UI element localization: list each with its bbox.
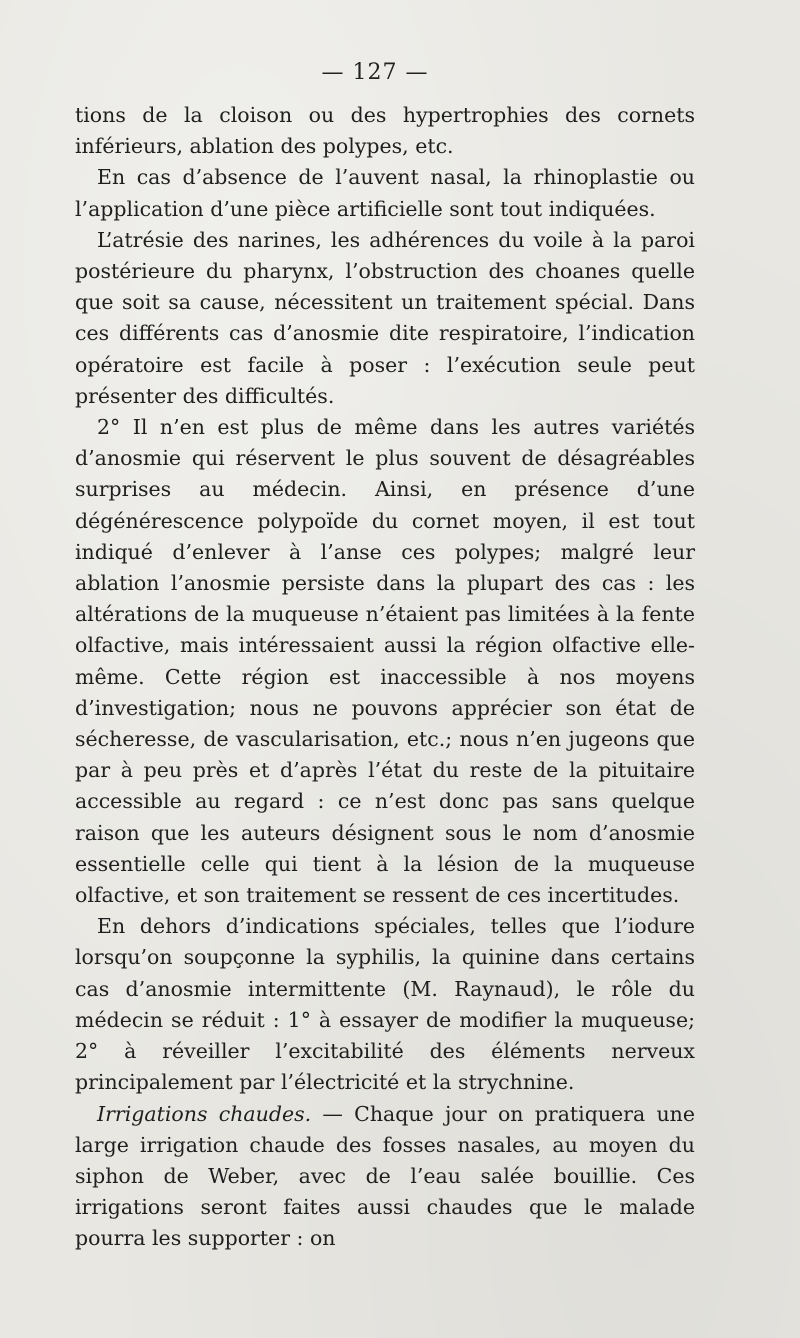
page-number: — 127 — [321, 60, 429, 85]
body-text [75, 100, 695, 1255]
paragraph-4: 2° Il n’en est plus de même dans les autres variétés d’anosmie qui réservent le plus souvent de désagréables surprises au médecin. Ainsi, en présence d’une dégénérescence polypoïde du cornet moyen, il est tout indiqué d’enlever à l’anse ces polypes; malgré leur ablation l’anosmie persiste dans la plupart des cas : les altérations de la muqueuse n’étaient pas limitées à la fente olfactive, mais intéressaient aussi la région olfactive elle-même. Cette région est inaccessible à nos moyens d’investigation; nous ne pouvons apprécier son état de sécheresse, de vascularisation, etc.; nous n’en jugeons que par à peu près et d’après l’état du reste de la pituitaire accessible au regard : ce n’est donc pas sans quelque raison que les auteurs désignent sous le nom d’anosmie essentielle celle qui tient à la lésion de la muqueuse olfactive, et son traitement se ressent de ces incertitudes. [75, 415, 695, 908]
paragraph-6-text: — Chaque jour on pratiquera une large irrigation chaude des fosses nasales, au moyen du siphon de Weber, avec de l’eau salée bouillie. Ces irrigations seront faites aussi chaudes que le malade pourra les supporter : on [75, 1101, 695, 1251]
paragraph-1: tions de la cloison ou des hypertrophies des cornets inférieurs, ablation des polypes, etc. [75, 103, 695, 159]
italic-heading: Irrigations chaudes. [97, 1101, 312, 1126]
paragraph-5: En dehors d’indications spéciales, telles que l’iodure lorsqu’on soupçonne la syphilis, la quinine dans certains cas d’anosmie intermittente (M. Raynaud), le rôle du médecin se réduit : 1° à essayer de modifier la muqueuse; 2° à réveiller l’excitabilité des éléments nerveux principalement par l’électricité et la strychnine. [75, 914, 695, 1095]
paragraph-2: En cas d’absence de l’auvent nasal, la rhinoplastie ou l’application d’une pièce artificielle sont tout indiquées. [75, 165, 695, 221]
paragraph-6 [75, 1099, 695, 1255]
paragraph-3: L’atrésie des narines, les adhérences du voile à la paroi postérieure du pharynx, l’obstruction des choanes quelle que soit sa cause, nécessitent un traitement spécial. Dans ces différents cas d’anosmie dite respiratoire, l’indication opératoire est facile à poser : l’exécution seule peut présenter des difficultés. [75, 227, 695, 408]
